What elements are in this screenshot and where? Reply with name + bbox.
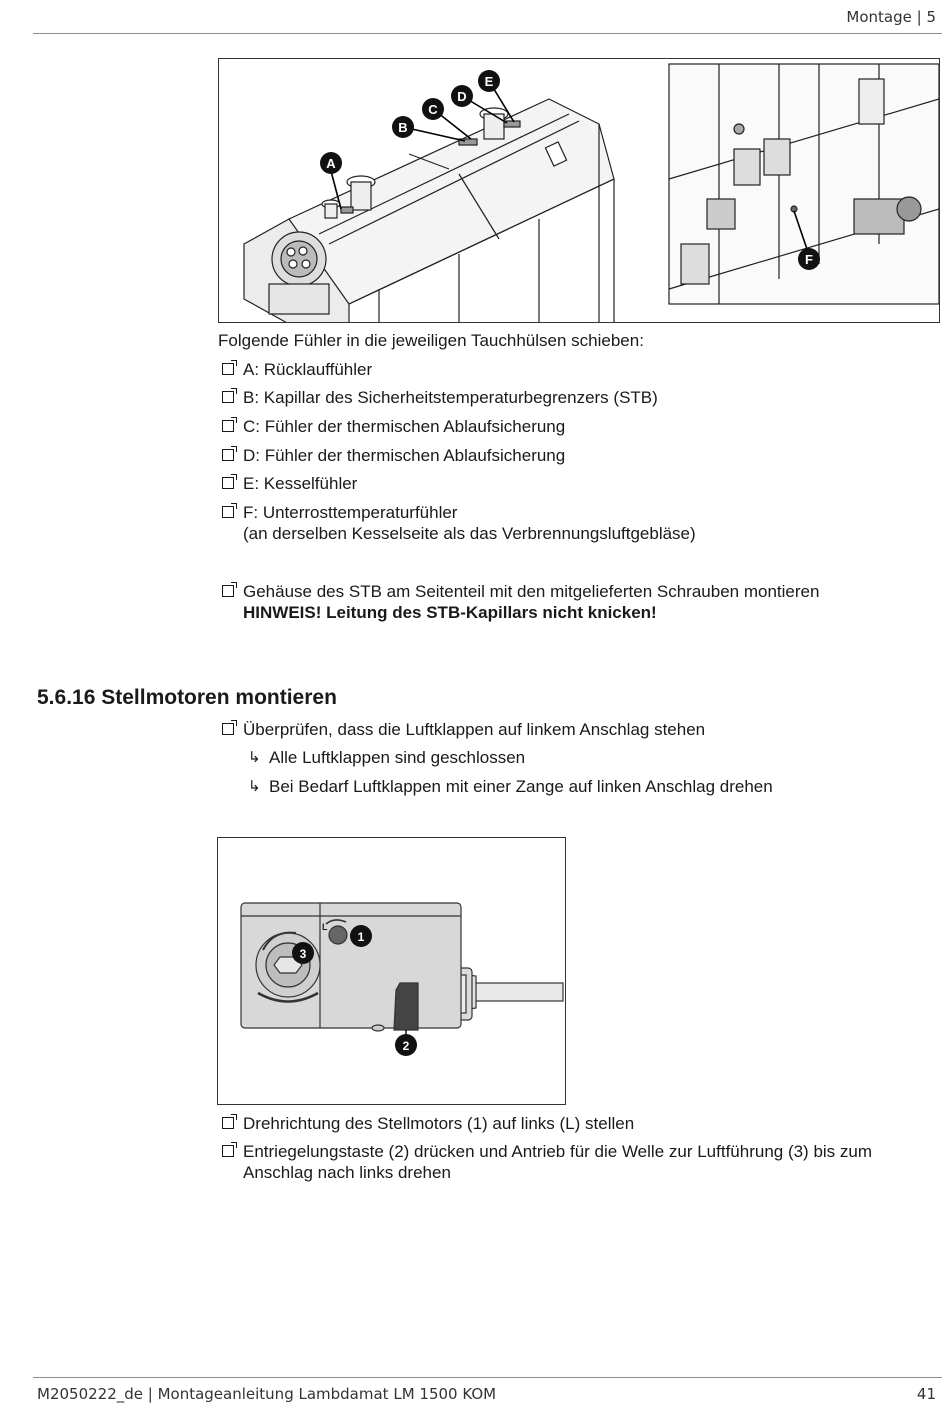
direction-label: L	[322, 922, 328, 932]
checkbox-icon	[222, 1117, 234, 1129]
result-arrow-icon: ↳	[248, 749, 261, 766]
svg-text:1: 1	[357, 930, 365, 944]
sensor-intro: Folgende Fühler in die jeweiligen Tauchhülsen schieben:	[218, 331, 644, 350]
checkbox-icon	[222, 391, 234, 403]
sensor-item-c: C: Fühler der thermischen Ablaufsicherung	[218, 417, 565, 438]
checkbox-icon	[222, 506, 234, 518]
callout-C	[422, 98, 444, 120]
checkbox-icon	[222, 585, 234, 597]
running-header: Montage | 5	[846, 8, 936, 26]
svg-text:2: 2	[402, 1039, 410, 1053]
svg-text:D: D	[457, 89, 467, 104]
sensor-item-d: D: Fühler der thermischen Ablaufsicherung	[218, 446, 565, 467]
callout-3	[292, 942, 314, 964]
checkbox-icon	[222, 363, 234, 375]
svg-text:F: F	[805, 252, 813, 267]
result-item: ↳ Alle Luftklappen sind geschlossen	[248, 748, 526, 767]
checkbox-icon	[222, 477, 234, 489]
sensor-item-f: F: Unterrosttemperaturfühler (an derselben Kesselseite als das Verbrennungsluftgebläse)	[218, 503, 696, 544]
callout-A	[320, 152, 342, 174]
svg-text:B: B	[398, 120, 408, 135]
check-item: Überprüfen, dass die Luftklappen auf linkem Anschlag stehen	[218, 720, 705, 741]
checkbox-icon	[222, 723, 234, 735]
sensor-item-b: B: Kapillar des Sicherheitstemperaturbegrenzers (STB)	[218, 388, 658, 409]
step-item: Drehrichtung des Stellmotors (1) auf links (L) stellen	[218, 1114, 634, 1135]
checkbox-icon	[222, 1145, 234, 1157]
svg-text:A: A	[326, 156, 336, 171]
section-heading: 5.6.16 Stellmotoren montieren	[37, 686, 337, 709]
checkbox-icon	[222, 420, 234, 432]
result-item: ↳ Bei Bedarf Luftklappen mit einer Zange auf linken Anschlag drehen	[248, 777, 773, 796]
callout-F	[798, 248, 820, 270]
stb-warning: HINWEIS! Leitung des STB-Kapillars nicht knicken!	[243, 602, 657, 622]
footer-rule	[33, 1377, 942, 1378]
header-rule	[33, 33, 942, 34]
stb-mount-item: Gehäuse des STB am Seitenteil mit den mitgelieferten Schrauben montieren HINWEIS! Leitung des STB-Kapillars nicht knicken!	[218, 582, 819, 623]
callout-1	[350, 925, 372, 947]
callout-E	[478, 70, 500, 92]
footer-document-id: M2050222_de | Montageanleitung Lambdamat LM 1500 KOM	[37, 1385, 497, 1403]
result-arrow-icon: ↳	[248, 778, 261, 795]
sensor-item-a: A: Rücklauffühler	[218, 360, 372, 381]
actuator-drawing	[218, 838, 566, 1105]
actuator-figure	[217, 837, 566, 1105]
boiler-sensor-figure	[218, 58, 940, 323]
callout-2	[395, 1034, 417, 1056]
svg-text:E: E	[484, 74, 494, 89]
boiler-sensor-drawing	[219, 59, 940, 323]
svg-text:3: 3	[299, 947, 307, 961]
step-item: Entriegelungstaste (2) drücken und Antrieb für die Welle zur Luftführung (3) bis zum Anschlag nach links drehen	[218, 1142, 948, 1183]
page-number: 41	[916, 1385, 936, 1403]
sensor-item-e: E: Kesselfühler	[218, 474, 357, 495]
sensor-item-f-note: (an derselben Kesselseite als das Verbrennungsluftgebläse)	[243, 523, 696, 543]
svg-text:C: C	[428, 102, 438, 117]
checkbox-icon	[222, 449, 234, 461]
callout-B	[392, 116, 414, 138]
callout-D	[451, 85, 473, 107]
